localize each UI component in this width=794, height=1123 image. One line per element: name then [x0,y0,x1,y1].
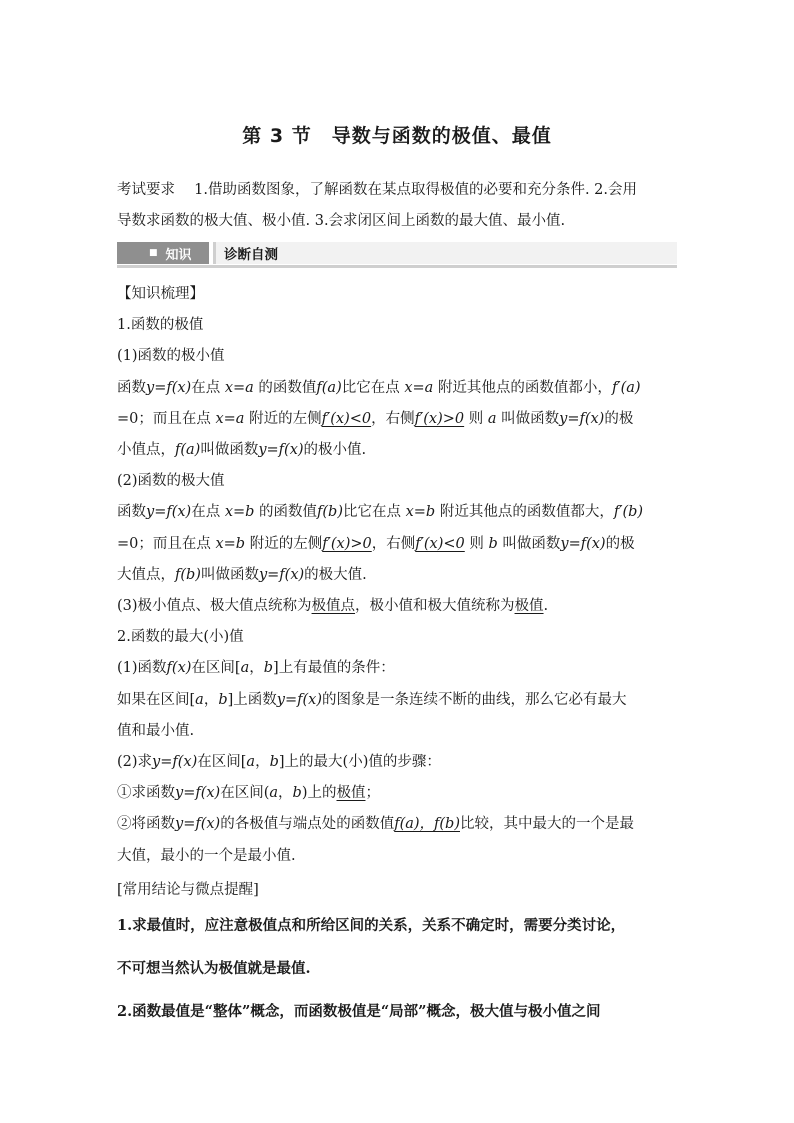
formula: a [246,754,256,771]
extremum-summary [117,591,677,622]
formula: f′(b) [613,504,644,521]
text: )上的 [301,785,337,802]
text: 在区间[ [191,660,241,677]
tip-1-cont: 不可想当然认为极值就是最值. [117,960,311,977]
formula: a [240,660,250,677]
text: ，右侧 [371,535,416,552]
text: ， [203,691,219,708]
tip-1: 1.求最值时，应注意极值点和所给区间的关系，关系不确定时，需要分类讨论， [117,917,626,934]
formula: b [488,535,498,552]
text: 如果在区间[ [117,691,196,708]
formula: x=a [215,410,245,427]
text: ， [255,754,270,771]
text: (1)函数 [117,660,167,677]
text: ， [249,660,264,677]
text: ]上的最大(小)值的步骤： [278,754,441,771]
section-bar-left-label: 知识 [165,247,192,263]
text: 的函数值 [258,379,317,396]
text: 在点 [191,379,221,396]
text: ， [278,785,293,802]
underlined-answer: f′(x)>0 [414,410,465,427]
formula: y=f(x) [146,379,192,396]
text: 的极 [605,535,635,552]
subheading-minimum: (1)函数的极小值 [117,348,225,365]
text: (3)极小值点、极大值点统称为 [117,598,312,615]
text: . [543,598,549,615]
tip-2: 2.函数最值是“整体”概念，而函数极值是“局部”概念，极大值与极小值之间 [117,1003,601,1020]
text: 则 [468,410,484,427]
formula: y=f(x) [175,816,221,833]
text: 比它在点 [343,504,401,521]
underlined-answer: 极值 [336,785,366,802]
formula: y=f(x) [560,535,606,552]
text: 函数 [117,379,146,396]
knowledge-section [117,279,677,872]
text: ]上函数 [227,691,277,708]
formula: x=a [224,379,254,396]
text: 小值点， [117,442,175,459]
knowledge-heading: 【知识梳理】 [117,286,204,302]
exam-requirement-line-1 [117,175,677,206]
text: 的各极值与端点处的函数值 [220,816,395,833]
maximum-line-2 [117,529,677,560]
exam-requirement-line-2: 导数求函数的极大值、极小值. 3.会求闭区间上函数的最大值、最小值. [117,213,566,229]
formula: y=f(x) [152,754,198,771]
formula: f(a) [175,442,201,459]
formula: b [269,754,279,771]
minimum-line-1 [117,373,677,404]
text: ，极小值和极大值统称为 [355,598,515,615]
formula: y=f(x) [258,442,304,459]
underlined-answer: f(a)，f(b) [394,816,460,833]
step-2-cont: 大值，最小的一个是最小值. [117,847,296,864]
formula: b [292,785,302,802]
text: 附近其他点的函数值都小， [437,379,612,396]
formula: a [269,785,279,802]
text: 的函数值 [259,504,318,521]
text: 附近的左侧 [249,535,323,552]
formula: y=f(x) [146,504,192,521]
text: 的极 [604,410,634,427]
text: ，右侧 [371,410,415,427]
text: 叫做函数 [200,442,259,459]
section-bar-right [213,242,677,264]
formula: x=b [215,535,246,552]
formula: y=f(x) [258,566,305,583]
exam-requirement-text-1: 1.借助函数图象，了解函数在某点取得极值的必要和充分条件. 2.会用 [194,182,637,198]
exam-requirement [117,175,677,237]
text: 函数 [117,504,146,521]
underlined-answer: f′(x)>0 [322,535,372,552]
text: 叫做函数 [501,410,560,427]
minimum-line-3 [117,435,677,466]
formula: b [218,691,228,708]
page-title: 第 3 节 导数与函数的极值、最值 [242,125,552,147]
section-bar-left [117,242,209,264]
formula: f(x) [166,660,192,677]
section-bar [117,242,677,268]
formula: x=b [405,504,436,521]
minimum-line-2 [117,404,677,435]
text: 叫做函数 [502,535,561,552]
underlined-answer: f′(x)<0 [321,410,372,427]
text: 比较，其中最大的一个是最 [460,816,634,833]
maximum-line-1 [117,497,677,528]
section-bar-right-label: 诊断自测 [224,247,278,263]
text: 在点 [191,504,221,521]
text: 的极大值. [304,566,367,583]
text: =0；而且在点 [117,535,211,552]
step-2 [117,809,677,840]
formula: f(b) [175,566,201,583]
text: ； [365,785,380,802]
underlined-answer: 极值 [514,598,544,615]
text: 叫做函数 [200,566,259,583]
formula: f(b) [317,504,343,521]
underlined-answer: f′(x)<0 [415,535,465,552]
bullet-icon: ■ [149,248,158,258]
formula: b [263,660,274,677]
tips-section [117,876,677,1033]
formula: f′(a) [611,379,641,396]
text: 在区间[ [197,754,247,771]
formula: y=f(x) [175,785,221,802]
continuity-line-2: 值和最小值. [117,722,195,739]
text: ]上有最值的条件： [273,660,395,677]
continuity-line-1 [117,685,677,716]
text: 比它在点 [341,379,400,396]
formula: f(a) [316,379,342,396]
formula: x=b [224,504,255,521]
exam-requirement-label: 考试要求 [117,182,175,198]
text: ②将函数 [117,816,175,833]
tips-heading: [常用结论与微点提醒] [117,882,259,898]
max-min-condition [117,653,677,684]
text: ①求函数 [117,785,175,802]
formula: a [487,410,497,427]
underlined-answer: 极值点 [311,598,356,615]
text: =0；而且在点 [117,410,211,427]
formula: x=a [404,379,434,396]
subheading-extremum: 1.函数的极值 [117,317,204,334]
formula: y=f(x) [559,410,605,427]
text: (2)求 [117,754,153,771]
text: 的图象是一条连续不断的曲线，那么它必有最大 [322,691,627,708]
text: 附近的左侧 [249,410,322,427]
formula: y=f(x) [276,691,322,708]
subheading-maximum: (2)函数的极大值 [117,473,225,490]
maximum-line-3 [117,560,677,591]
text: 附近其他点的函数值都大， [439,504,614,521]
step-1 [117,778,677,809]
text: 在区间( [220,785,270,802]
steps-intro [117,747,677,778]
formula: a [195,691,204,708]
text: 的极小值. [303,442,367,459]
subheading-max-min: 2.函数的最大(小)值 [117,629,244,646]
text: 大值点， [117,566,175,583]
text: 则 [469,535,484,552]
